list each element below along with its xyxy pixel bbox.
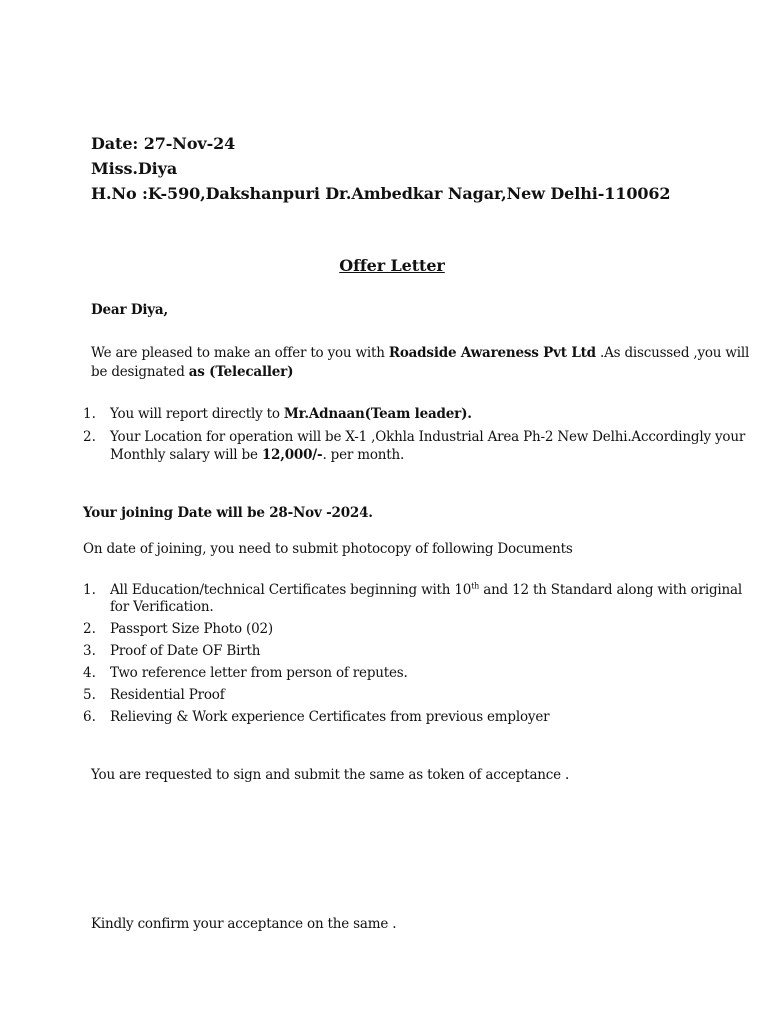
doc-text: All Education/technical Certificates beginning with 10 — [110, 582, 472, 598]
term-item — [110, 405, 472, 423]
salary-amount: 12,000/- — [261, 447, 323, 463]
team-leader: Mr.Adnaan(Team leader). — [283, 406, 472, 422]
term-item: Your Location for operation will be X-1 ,Okhla Industrial Area Ph-2 New Delhi.Accordingly your — [110, 429, 746, 445]
intro-line-1 — [91, 344, 749, 362]
doc-item: Residential Proof — [110, 687, 225, 703]
doc-sup: th — [471, 581, 480, 591]
intro-text: We are pleased to make an offer to you with — [91, 345, 389, 361]
recipient-name: Miss.Diya — [91, 159, 178, 178]
letter-date: Date: 27-Nov-24 — [91, 134, 236, 153]
term-text: You will report directly to — [110, 406, 284, 422]
page-title: Offer Letter — [339, 256, 445, 275]
confirm-text: Kindly confirm your acceptance on the same . — [91, 916, 397, 932]
intro-text-3: be designated — [91, 364, 189, 380]
doc-item-cont: for Verification. — [110, 599, 214, 615]
doc-number: 5. — [83, 687, 96, 703]
doc-number: 1. — [83, 582, 96, 598]
salary-text-2: . per month. — [322, 447, 405, 463]
sign-request: You are requested to sign and submit the same as token of acceptance . — [91, 767, 570, 783]
doc-item — [110, 581, 742, 599]
joining-date: Your joining Date will be 28-Nov -2024. — [83, 505, 373, 521]
term-number: 2. — [83, 429, 96, 445]
salary-text: Monthly salary will be — [110, 447, 262, 463]
salutation: Dear Diya, — [91, 302, 168, 318]
intro-text-2: .As discussed ,you will — [595, 345, 750, 361]
doc-text-2: and 12 th Standard along with original — [479, 582, 742, 598]
intro-line-2 — [91, 363, 293, 381]
doc-item: Passport Size Photo (02) — [110, 621, 273, 637]
doc-item: Relieving & Work experience Certificates from previous employer — [110, 709, 550, 725]
doc-number: 6. — [83, 709, 96, 725]
term-item-cont — [110, 446, 404, 464]
doc-number: 3. — [83, 643, 96, 659]
recipient-address: H.No :K-590,Dakshanpuri Dr.Ambedkar Nagar,New Delhi-110062 — [91, 184, 671, 203]
designation: as (Telecaller) — [188, 364, 294, 380]
company-name: Roadside Awareness Pvt Ltd — [388, 345, 596, 361]
term-number: 1. — [83, 406, 96, 422]
doc-item: Proof of Date OF Birth — [110, 643, 261, 659]
doc-number: 4. — [83, 665, 96, 681]
documents-intro: On date of joining, you need to submit photocopy of following Documents — [83, 541, 573, 557]
doc-number: 2. — [83, 621, 96, 637]
doc-item: Two reference letter from person of reputes. — [110, 665, 408, 681]
